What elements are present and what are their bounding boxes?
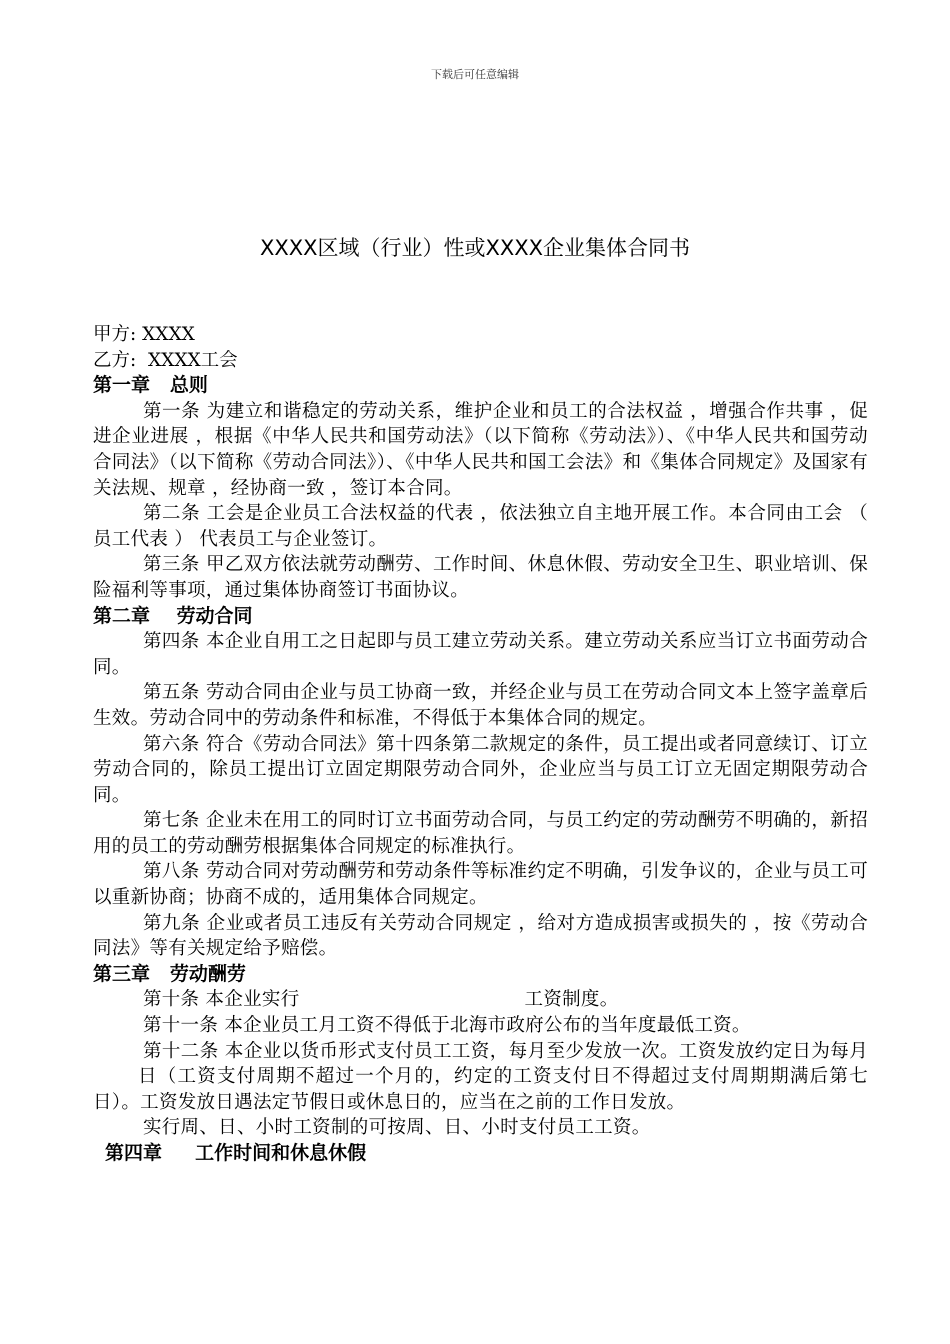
article-12-suffix: 日（工资支付周期不超过一个月的，约定的工资支付日不得超过支付周期期满后第七日）。工资发放日遇法定节假日或休息日的，应当在之前的工作日发放。 bbox=[93, 1066, 868, 1113]
article-10-suffix: 工资制度。 bbox=[524, 989, 619, 1011]
chapter-4-heading: 第四章 工作时间和休息休假 bbox=[105, 1142, 367, 1164]
chapter-1-heading: 第一章 总则 bbox=[93, 374, 208, 397]
article-9: 第九条 企业或者员工违反有关劳动合同规定 ，给对方造成损害或损失的 ，按《劳动合同法》等有关规定给予赔偿。 bbox=[93, 912, 868, 960]
article-3: 第三条 甲乙双方依法就劳动酬劳、工作时间、休息休假、劳动安全卫生、职业培训、保险福利等事项，通过集体协商签订书面协议。 bbox=[93, 554, 868, 601]
chapter-2-heading: 第二章 劳动合同 bbox=[93, 604, 253, 627]
article-12 bbox=[93, 1039, 868, 1116]
article-12-prefix: 第十二条 本企业以货币形式支付员工工资，每月至少发放一次。工资发放约定日为每月 bbox=[142, 1040, 868, 1062]
article-12-supplement: 实行周、日、小时工资制的可按周、日、小时支付员工工资。 bbox=[142, 1117, 651, 1139]
party-a: 甲方: XXXX bbox=[93, 324, 195, 345]
document-title: XXXX区域（行业）性或XXXX企业集体合同书 bbox=[259, 236, 691, 260]
document-body bbox=[93, 322, 868, 1167]
article-5: 第五条 劳动合同由企业与员工协商一致，并经企业与员工在劳动合同文本上签字盖章后生效。劳动合同中的劳动条件和标准，不得低于本集体合同的规定。 bbox=[93, 682, 868, 729]
article-2: 第二条 工会是企业员工合法权益的代表 ，依法独立自主地开展工作。本合同由工会 （ 员工代表 ） 代表员工与企业签订。 bbox=[93, 503, 868, 550]
party-b: 乙方: XXXX工会 bbox=[93, 349, 238, 371]
article-8: 第八条 劳动合同对劳动酬劳和劳动条件等标准约定不明确，引发争议的，企业与员工可以重新协商；协商不成的，适用集体合同规定。 bbox=[93, 861, 868, 909]
header-note: 下载后可任意编辑 bbox=[431, 68, 519, 81]
chapter-3-heading: 第三章 劳动酬劳 bbox=[93, 962, 246, 985]
article-1: 第一条 为建立和谐稳定的劳动关系，维护企业和员工的合法权益 ，增强合作共事 ，促进企业进展 ，根据《中华人民共和国劳动法》（以下简称《劳动法》）、《中华人民共和国劳动合同法》（以下简称《劳动合同法》）、《中华人民共和国工会法》和《集体合同规定》及国家有关法规、规章 ，经协商一致 ，签订本合同。 bbox=[93, 400, 868, 499]
article-4: 第四条 本企业自用工之日起即与员工建立劳动关系。建立劳动关系应当订立书面劳动合同。 bbox=[93, 631, 868, 678]
article-6: 第六条 符合《劳动合同法》第十四条第二款规定的条件，员工提出或者同意续订、订立劳动合同的，除员工提出订立固定期限劳动合同外，企业应当与员工订立无固定期限劳动合同。 bbox=[93, 733, 868, 806]
article-10-prefix: 第十条 本企业实行 bbox=[142, 989, 300, 1011]
article-11: 第十一条 本企业员工月工资不得低于北海市政府公布的当年度最低工资。 bbox=[142, 1015, 751, 1037]
article-10 bbox=[93, 987, 868, 1013]
article-7: 第七条 企业未在用工的同时订立书面劳动合同，与员工约定的劳动酬劳不明确的，新招用的员工的劳动酬劳根据集体合同规定的标准执行。 bbox=[93, 810, 868, 857]
